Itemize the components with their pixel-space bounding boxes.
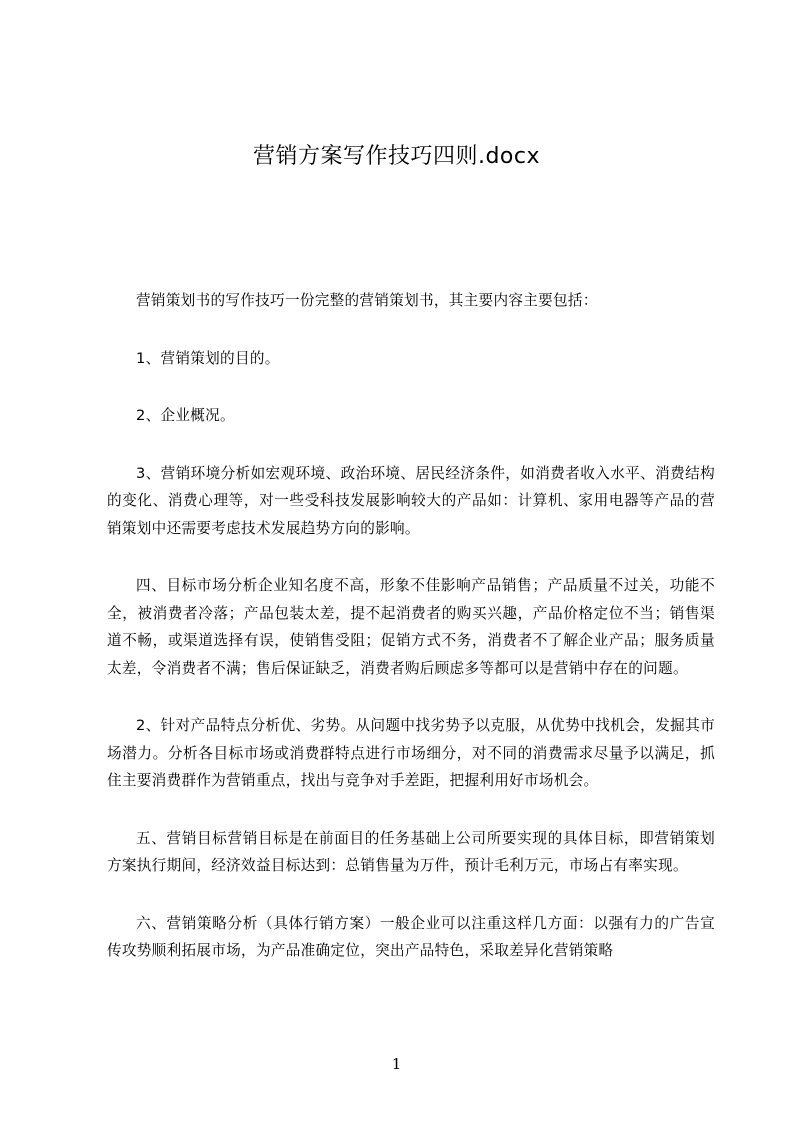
paragraph-section-6: 六、营销策略分析（具体行销方案）一般企业可以注重这样几方面：以强有力的广告宣传攻势顺利拓展市场，为产品准确定位，突出产品特色，采取差异化营销策略 — [107, 914, 715, 959]
document-title: 营销方案写作技巧四则.docx — [252, 144, 541, 169]
paragraph-item-1: 1、营销策划的目的。 — [136, 349, 280, 367]
paragraph-section-5: 五、营销目标营销目标是在前面目的任务基础上公司所要实现的具体目标，即营销策划方案执行期间，经济效益目标达到：总销售量为万件，预计毛利万元，市场占有率实现。 — [107, 829, 715, 874]
document-body — [107, 287, 715, 995]
paragraph-intro: 营销策划书的写作技巧一份完整的营销策划书，其主要内容主要包括： — [136, 292, 598, 309]
page-number: 1 — [391, 1055, 402, 1073]
paragraph-strengths-weaknesses: 2、针对产品特点分析优、劣势。从问题中找劣势予以克服，从优势中找机会，发掘其市场潜力。分析各目标市场或消费群特点进行市场细分，对不同的消费需求尽量予以满足，抓住主要消费群作为营销重点，找出与竞争对手差距，把握利用好市场机会。 — [107, 717, 715, 789]
paragraph-section-4: 四、目标市场分析企业知名度不高，形象不佳影响产品销售；产品质量不过关，功能不全，被消费者冷落；产品包装太差，提不起消费者的购买兴趣，产品价格定位不当；销售渠道不畅，或渠道选择有误，使销售受阻；促销方式不务，消费者不了解企业产品；服务质量太差，令消费者不满；售后保证缺乏，消费者购后顾虑多等都可以是营销中存在的问题。 — [107, 577, 715, 677]
paragraph-item-2: 2、企业概况。 — [136, 407, 235, 424]
paragraph-item-3: 3、营销环境分析如宏观环境、政治环境、居民经济条件，如消费者收入水平、消费结构的变化、消费心理等，对一些受科技发展影响较大的产品如：计算机、家用电器等产品的营销策划中还需要考虑技术发展趋势方向的影响。 — [107, 464, 715, 537]
